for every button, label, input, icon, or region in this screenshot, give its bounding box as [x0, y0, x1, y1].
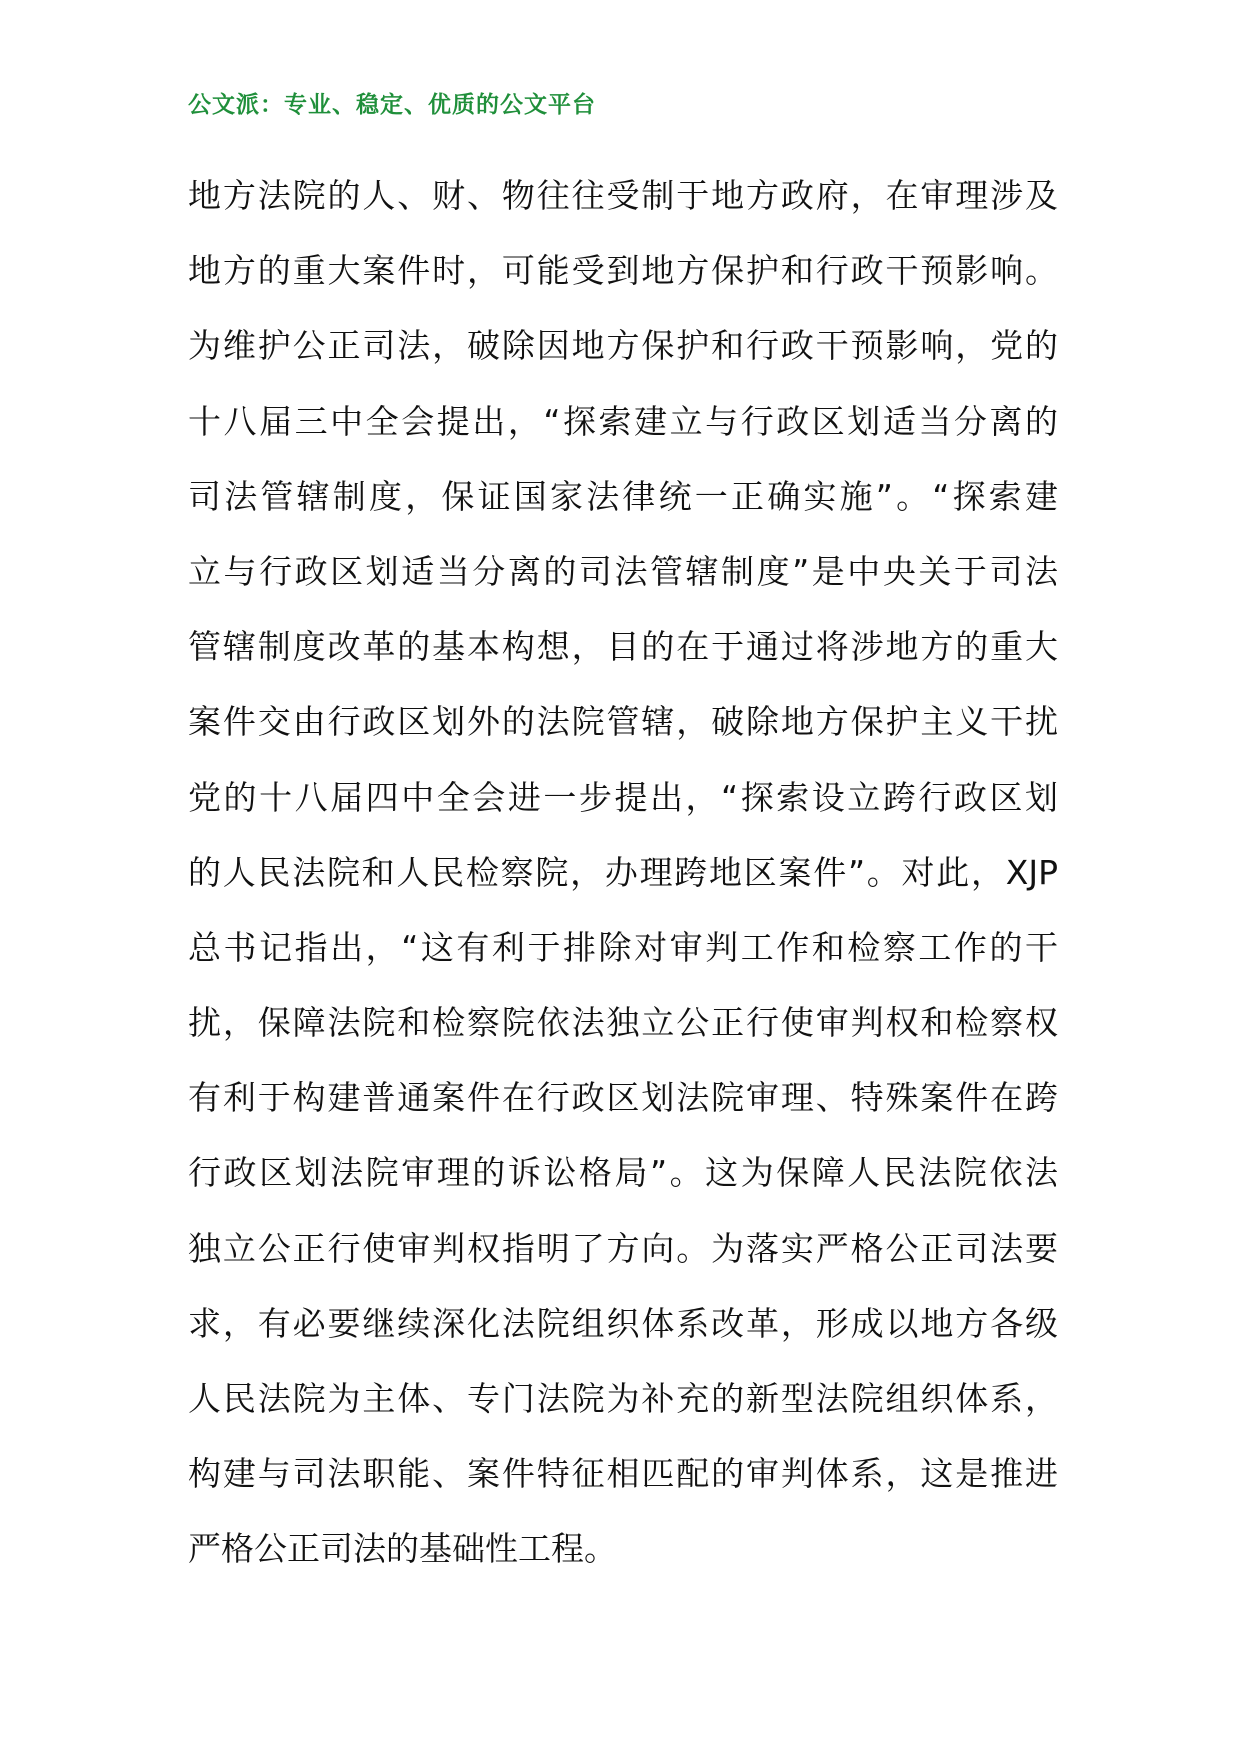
text-line: 总书记指出，“这有利于排除对审判工作和检察工作的干 [188, 927, 1058, 967]
text-line: 地方的重大案件时，可能受到地方保护和行政干预影响。 [188, 251, 1058, 291]
text-line: 管辖制度改革的基本构想，目的在于通过将涉地方的重大 [188, 627, 1058, 667]
text-line: 地方法院的人、财、物往往受制于地方政府，在审理涉及 [188, 176, 1058, 215]
platform-header: 公文派：专业、稳定、优质的公文平台 [188, 92, 596, 118]
text-line: 行政区划法院审理的诉讼格局”。这为保障人民法院依法 [188, 1153, 1058, 1193]
text-line: 求，有必要继续深化法院组织体系改革，形成以地方各级 [188, 1303, 1058, 1343]
body-paragraph [188, 168, 1058, 1597]
text-line: 有利于构建普通案件在行政区划法院审理、特殊案件在跨 [188, 1078, 1058, 1118]
text-line: 独立公正行使审判权指明了方向。为落实严格公正司法要 [188, 1228, 1058, 1268]
text-line: 十八届三中全会提出，“探索建立与行政区划适当分离的 [188, 401, 1058, 441]
text-line: 司法管辖制度，保证国家法律统一正确实施”。“探索建 [188, 476, 1058, 516]
text-line: 为维护公正司法，破除因地方保护和行政干预影响，党的 [188, 326, 1058, 366]
text-line: 党的十八届四中全会进一步提出，“探索设立跨行政区划 [188, 777, 1058, 817]
text-line: 扰，保障法院和检察院依法独立公正行使审判权和检察权 [188, 1003, 1058, 1043]
text-line-last: 严格公正司法的基础性工程。 [188, 1529, 617, 1569]
text-line: 案件交由行政区划外的法院管辖，破除地方保护主义干扰 [188, 702, 1058, 742]
text-line: 的人民法院和人民检察院，办理跨地区案件”。对此，XJP [188, 852, 1058, 892]
text-line: 人民法院为主体、专门法院为补充的新型法院组织体系， [188, 1379, 1058, 1418]
text-line: 构建与司法职能、案件特征相匹配的审判体系，这是推进 [188, 1454, 1058, 1494]
text-line: 立与行政区划适当分离的司法管辖制度”是中央关于司法 [188, 551, 1058, 591]
